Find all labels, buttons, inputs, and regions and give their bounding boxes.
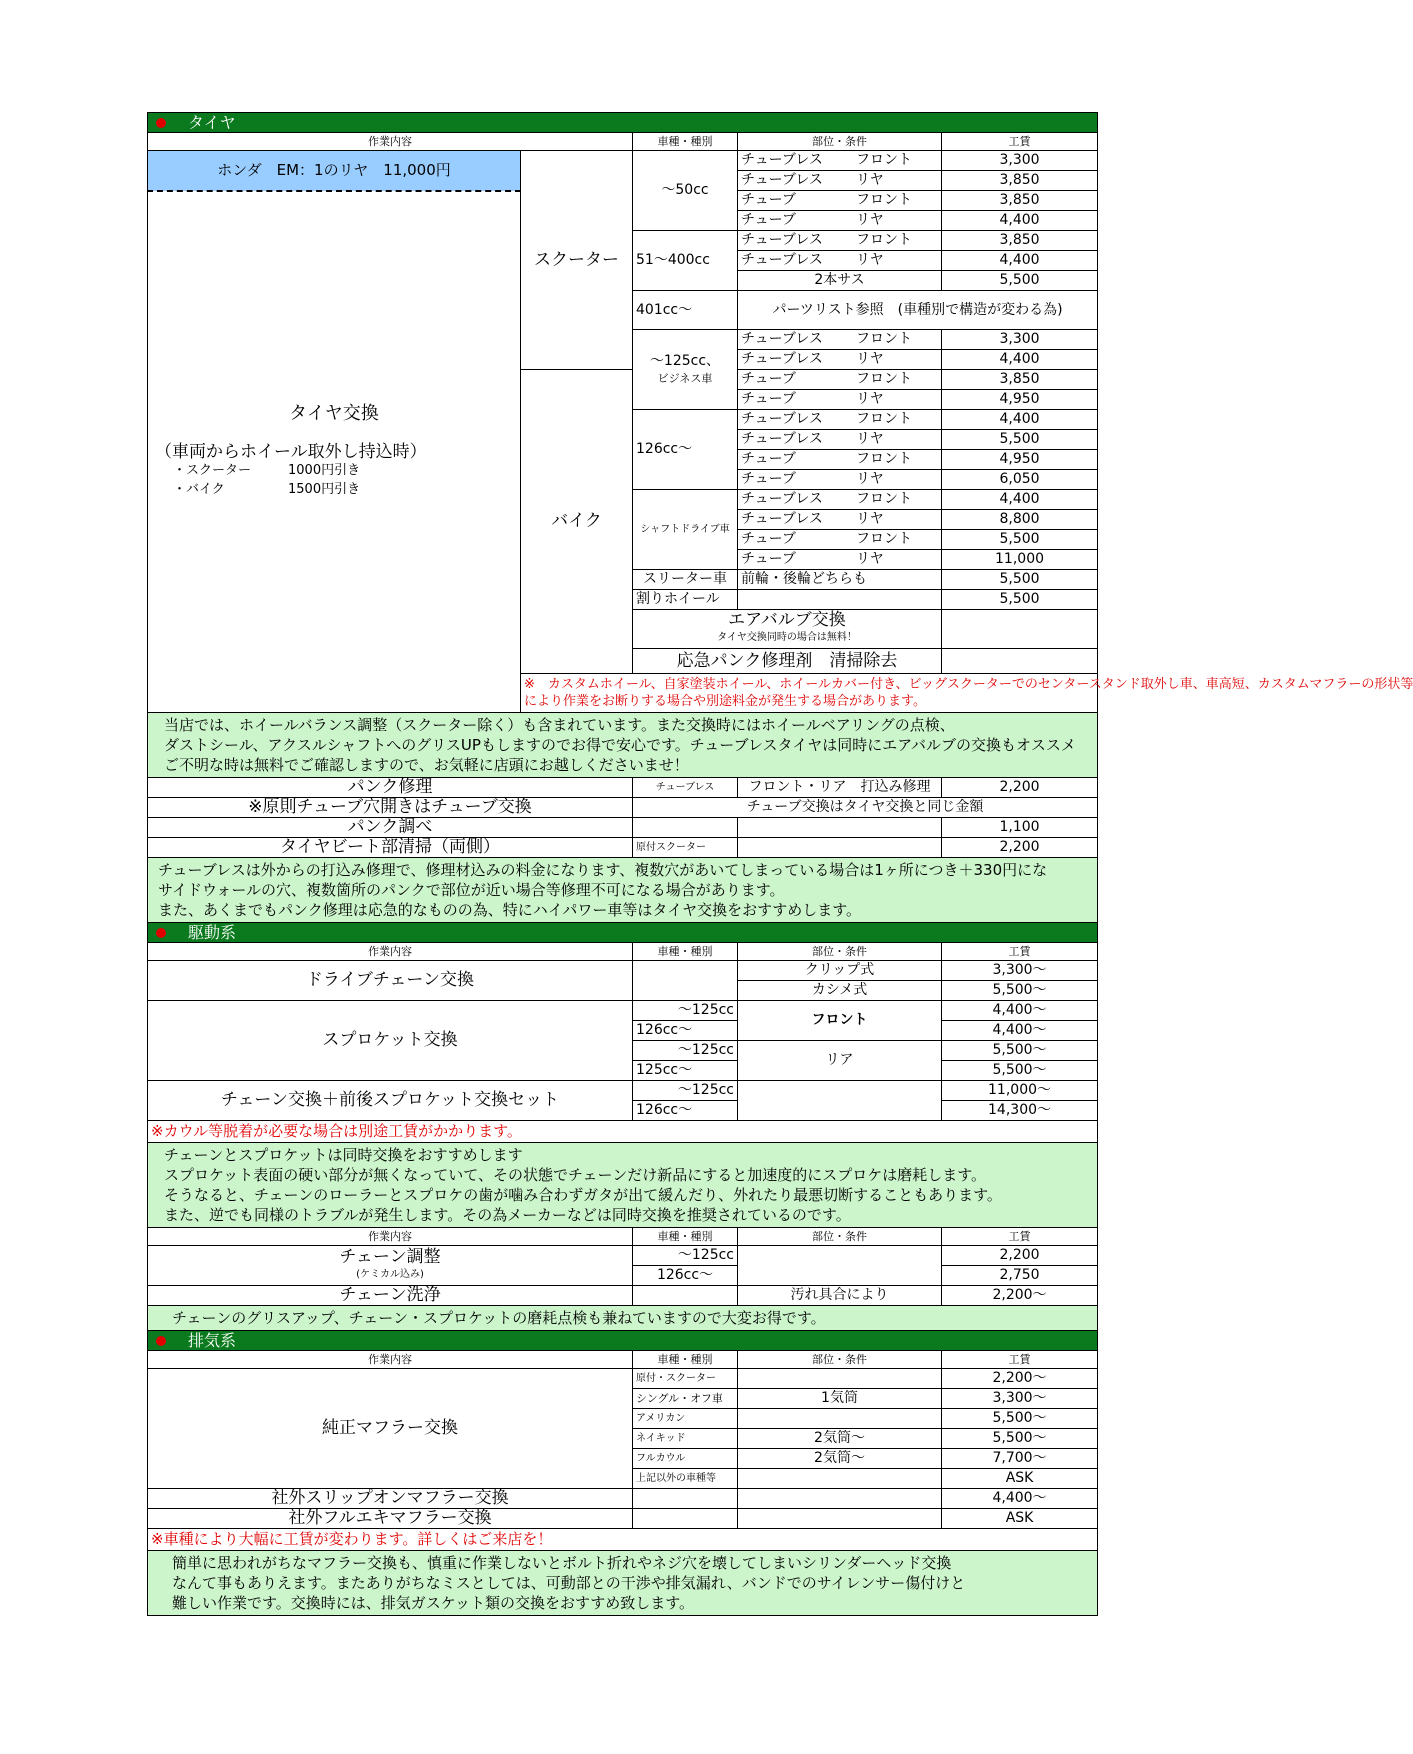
- part: 2気筒～: [738, 1429, 942, 1449]
- part: [738, 1409, 942, 1429]
- price: 2,750: [942, 1266, 1098, 1286]
- price: 11,000: [942, 550, 1098, 570]
- model: シングル・オフ車: [633, 1389, 738, 1409]
- full-exhaust-title: 社外フルエキマフラー交換: [148, 1509, 633, 1529]
- price: 3,850: [942, 171, 1098, 191]
- sprocket-front: フロント: [738, 1001, 942, 1041]
- price: 3,850: [942, 191, 1098, 211]
- header-labor: 工賃: [942, 133, 1098, 151]
- price: 5,500～: [942, 1061, 1098, 1081]
- price: ASK: [942, 1469, 1098, 1489]
- cc: 126cc～: [633, 1021, 738, 1041]
- part: [738, 1469, 942, 1489]
- price: 3,850: [942, 231, 1098, 251]
- price: 3,300～: [942, 1389, 1098, 1409]
- chain-wash-part: 汚れ具合により: [738, 1286, 942, 1306]
- model: 原付・スクーター: [633, 1369, 738, 1389]
- chain-sprocket-set-title: チェーン交換＋前後スプロケット交換セット: [148, 1081, 633, 1121]
- price: ASK: [942, 1509, 1098, 1529]
- price: 5,500～: [942, 1041, 1098, 1061]
- bike-label: バイク: [521, 370, 633, 674]
- price: 4,400: [942, 251, 1098, 271]
- header-labor: 工賃: [942, 1228, 1098, 1246]
- slicker-label: スリーター車: [633, 570, 738, 590]
- sprocket-title: スプロケット交換: [148, 1001, 633, 1081]
- header-part: 部位・条件: [738, 133, 942, 151]
- cc: 126cc～: [633, 1266, 738, 1286]
- stock-muffler-title: 純正マフラー交換: [148, 1369, 633, 1489]
- price: 4,400～: [942, 1021, 1098, 1041]
- cc-up-to-125-business: ～125cc、 ビジネス車: [633, 330, 738, 410]
- header-model: 車種・種別: [633, 1351, 738, 1369]
- tube-exchange-note: チューブ交換はタイヤ交換と同じ金額: [633, 798, 1098, 818]
- cc-51-400: 51～400cc: [633, 231, 738, 291]
- red-dot-icon: [156, 1336, 166, 1346]
- air-valve-cell: [633, 610, 942, 649]
- price-sheet: [147, 112, 1413, 1616]
- drive-warning: ※カウル等脱着が必要な場合は別途工賃がかかります。: [148, 1121, 1098, 1143]
- emergency-repair-title: 応急パンク修理剤 清掃除去: [633, 649, 942, 674]
- tire-row: チューブ リヤ: [738, 550, 942, 570]
- puncture-tubeless: チューブレス: [633, 778, 738, 798]
- price: 1,100: [942, 818, 1098, 838]
- price: 4,400: [942, 490, 1098, 510]
- price: 3,300: [942, 151, 1098, 171]
- price: 5,500: [942, 570, 1098, 590]
- chain-part: カシメ式: [738, 981, 942, 1001]
- header-part: 部位・条件: [738, 943, 942, 961]
- discount-bike: ・バイク 1500円引き: [173, 481, 361, 497]
- shaft-drive-label: シャフトドライブ車: [633, 490, 738, 570]
- price: 14,300～: [942, 1101, 1098, 1121]
- header-work: 作業内容: [148, 1228, 633, 1246]
- price: 6,050: [942, 470, 1098, 490]
- sprocket-rear: リア: [738, 1041, 942, 1081]
- tire-row: チューブレス リヤ: [738, 171, 942, 191]
- discount-scooter: ・スクーター 1000円引き: [173, 462, 361, 478]
- price: 4,950: [942, 390, 1098, 410]
- price: 4,400: [942, 211, 1098, 231]
- cc-up-to-50: ～50cc: [633, 151, 738, 231]
- model: フルカウル: [633, 1449, 738, 1469]
- price: 4,400: [942, 350, 1098, 370]
- tire-row: チューブレス フロント: [738, 330, 942, 350]
- exhaust-warning: ※車種により大幅に工賃が変わります。詳しくはご来店を！: [148, 1529, 1098, 1551]
- cc: ～125cc: [633, 1001, 738, 1021]
- parts-list-note: パーツリスト参照 (車種別で構造が変わる為): [738, 291, 1098, 330]
- cc: ～125cc: [633, 1246, 738, 1266]
- price: 2,200: [942, 838, 1098, 858]
- tire-warning: ※ カスタムホイール、自家塗装ホイール、ホイールカバー付き、ビッグスクーターでのセンタースタンド取外し車、車高短、カスタムマフラーの形状等 により作業をお断りする場合や別途料金が発生する場合があります。: [521, 674, 1098, 713]
- price: 5,500: [942, 530, 1098, 550]
- chain-adjust-sub: (ケミカル込み): [356, 1268, 424, 1280]
- price: 5,500～: [942, 1409, 1098, 1429]
- header-labor: 工賃: [942, 1351, 1098, 1369]
- price: 3,300～: [942, 961, 1098, 981]
- tire-row: チューブレス フロント: [738, 151, 942, 171]
- puncture-tubeless-part: フロント・リア 打込み修理: [738, 778, 942, 798]
- chain-part: クリップ式: [738, 961, 942, 981]
- tire-row: チューブレス フロント: [738, 410, 942, 430]
- cc: 125cc～: [633, 1061, 738, 1081]
- price: 5,500～: [942, 981, 1098, 1001]
- puncture-note: ※原則チューブ穴開きはチューブ交換: [148, 798, 633, 818]
- tire-row: 2本サス: [738, 271, 942, 291]
- puncture-info-box: チューブレスは外からの打込み修理で、修理材込みの料金になります、複数穴があいてしまっている場合は1ヶ所につき＋330円にな サイドウォールの穴、複数箇所のパンクで部位が近い場合等修理不可になる場合があります。 また、あくまでもパンク修理は応急的なものの為、特にハイパワー車等はタイヤ交換をおすすめします。: [148, 858, 1098, 923]
- chain-wash-title: チェーン洗浄: [148, 1286, 633, 1306]
- tire-row: チューブ フロント: [738, 450, 942, 470]
- price: 3,850: [942, 370, 1098, 390]
- price: 7,700～: [942, 1449, 1098, 1469]
- header-work: 作業内容: [148, 133, 633, 151]
- header-labor: 工賃: [942, 943, 1098, 961]
- tire-row: チューブレス リヤ: [738, 251, 942, 271]
- scooter-label: スクーター: [521, 151, 633, 370]
- tire-row: チューブレス リヤ: [738, 510, 942, 530]
- tire-row: チューブ リヤ: [738, 470, 942, 490]
- chain-adjust-cell: [148, 1246, 633, 1286]
- header-model: 車種・種別: [633, 133, 738, 151]
- model: 上記以外の車種等: [633, 1469, 738, 1489]
- model: ネイキッド: [633, 1429, 738, 1449]
- section-header-drive: 駆動系: [148, 923, 1098, 943]
- header-part: 部位・条件: [738, 1228, 942, 1246]
- part: [738, 1369, 942, 1389]
- price: 4,400: [942, 410, 1098, 430]
- slicker-part: 前輪・後輪どちらも: [738, 570, 942, 590]
- honda-banner: ホンダ EM：1のリヤ 11,000円: [148, 151, 521, 191]
- header-work: 作業内容: [148, 943, 633, 961]
- drive-chain-title: ドライブチェーン交換: [148, 961, 633, 1001]
- price: 5,500: [942, 430, 1098, 450]
- price: 2,200: [942, 1246, 1098, 1266]
- price: 4,400～: [942, 1489, 1098, 1509]
- bead-clean-model: 原付スクーター: [633, 838, 738, 858]
- cc-126-plus: 126cc～: [633, 410, 738, 490]
- header-model: 車種・種別: [633, 1228, 738, 1246]
- part: 1気筒: [738, 1389, 942, 1409]
- tire-info-box: 当店では、ホイールバランス調整（スクーター除く）も含まれています。また交換時にはホイールベアリングの点検、 ダストシール、アクスルシャフトへのグリスUPもしますのでお得で安心です。チューブレスタイヤは同時にエアバルブの交換もオススメ ご不明な時は無料でご確認しますので、お気軽に店頭にお越しくださいませ！: [148, 713, 1098, 778]
- part: 2気筒～: [738, 1449, 942, 1469]
- slipon-muffler-title: 社外スリップオンマフラー交換: [148, 1489, 633, 1509]
- price: 8,800: [942, 510, 1098, 530]
- tire-row: チューブ フロント: [738, 530, 942, 550]
- price: 2,200～: [942, 1369, 1098, 1389]
- tire-row: チューブレス フロント: [738, 490, 942, 510]
- section-header-exhaust: 排気系: [148, 1331, 1098, 1351]
- red-dot-icon: [156, 928, 166, 938]
- tire-exchange-subtitle: （車両からホイール取外し持込時）: [155, 441, 427, 462]
- price: 4,400～: [942, 1001, 1098, 1021]
- section-header-tire: タイヤ: [148, 113, 1098, 133]
- cc: ～125cc: [633, 1041, 738, 1061]
- air-valve-title: エアバルブ交換: [728, 610, 846, 630]
- price: 5,500: [942, 271, 1098, 291]
- air-valve-note: タイヤ交換同時の場合は無料！: [717, 632, 857, 643]
- tire-exchange-title: タイヤ交換: [289, 402, 379, 424]
- model: アメリカン: [633, 1409, 738, 1429]
- header-work: 作業内容: [148, 1351, 633, 1369]
- tire-row: チューブ リヤ: [738, 211, 942, 231]
- price: 2,200: [942, 778, 1098, 798]
- chain-wash-info: チェーンのグリスアップ、チェーン・スプロケットの磨耗点検も兼ねていますので大変お得です。: [148, 1306, 1098, 1331]
- price-table: [147, 112, 1413, 1616]
- tire-row: チューブ リヤ: [738, 390, 942, 410]
- puncture-title: パンク修理: [148, 778, 633, 798]
- header-part: 部位・条件: [738, 1351, 942, 1369]
- puncture-inspect-title: パンク調べ: [148, 818, 633, 838]
- tire-row: チューブ フロント: [738, 370, 942, 390]
- exhaust-info-box: 簡単に思われがちなマフラー交換も、慎重に作業しないとボルト折れやネジ穴を壊してしまいシリンダーヘッド交換 なんて事もありえます。またありがちなミスとしては、可動部との干渉や排気漏れ、バンドでのサイレンサー傷付けと 難しい作業です。交換時には、排気ガスケット類の交換をおすすめ致します。: [148, 1551, 1098, 1616]
- split-wheel-label: 割りホイール: [633, 590, 738, 610]
- bead-clean-title: タイヤビート部清掃（両側）: [148, 838, 633, 858]
- price: 3,300: [942, 330, 1098, 350]
- header-model: 車種・種別: [633, 943, 738, 961]
- chain-adjust-title: チェーン調整: [339, 1246, 441, 1267]
- cc-401-plus: 401cc～: [633, 291, 738, 330]
- red-dot-icon: [156, 118, 166, 128]
- cc: 126cc～: [633, 1101, 738, 1121]
- tire-row: チューブレス リヤ: [738, 430, 942, 450]
- price: 2,200～: [942, 1286, 1098, 1306]
- tire-row: チューブ フロント: [738, 191, 942, 211]
- cc: ～125cc: [633, 1081, 738, 1101]
- tire-row: チューブレス フロント: [738, 231, 942, 251]
- drive-info-box: チェーンとスプロケットは同時交換をおすすめします スプロケット表面の硬い部分が無くなっていて、その状態でチェーンだけ新品にすると加速度的にスプロケは磨耗します。 そうなると、チェーンのローラーとスプロケの歯が噛み合わずガタが出て緩んだり、外れたり最悪切断することもあります。 また、逆でも同様のトラブルが発生します。その為メーカーなどは同時交換を推奨されているのです。: [148, 1143, 1098, 1228]
- tire-exchange-block: [148, 191, 521, 713]
- tire-row: チューブレス リヤ: [738, 350, 942, 370]
- price: 4,950: [942, 450, 1098, 470]
- price: 5,500～: [942, 1429, 1098, 1449]
- price: 5,500: [942, 590, 1098, 610]
- price: 11,000～: [942, 1081, 1098, 1101]
